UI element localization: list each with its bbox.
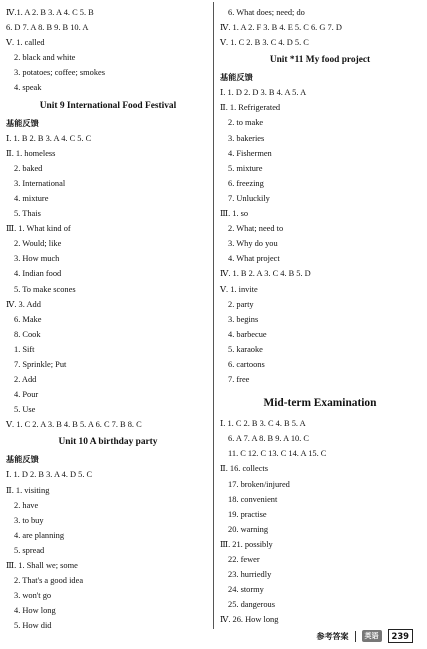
answer-line: Ⅲ. 1. What kind of xyxy=(6,224,71,234)
answer-line: 5. spread xyxy=(14,545,45,555)
answer-line: 5. Thais xyxy=(14,209,41,219)
answer-line: Ⅲ. 21. possibly xyxy=(220,539,273,549)
answer-line: 5. Use xyxy=(14,405,36,415)
answer-line: 5. To make scones xyxy=(14,284,76,294)
answer-line: 6. A 7. A 8. B 9. A 10. C xyxy=(228,434,309,444)
answer-line: 24. stormy xyxy=(228,585,264,595)
page-number: 239 xyxy=(388,629,413,643)
answer-line: 22. fewer xyxy=(228,555,260,564)
answer-line: 6. D 7. A 8. B 9. B 10. A xyxy=(6,23,89,33)
answer-line: 7. Unluckily xyxy=(228,193,270,203)
answer-line: Ⅴ. 1. invite xyxy=(220,284,258,294)
subsection-label: 基能反馈 xyxy=(220,72,253,83)
answer-line: Ⅴ. 1. C 2. A 3. B 4. B 5. A 6. C 7. B 8. C xyxy=(6,420,142,430)
answer-line: Ⅱ. 1. homeless xyxy=(6,148,56,158)
answer-line: Ⅱ. 16. collects xyxy=(220,464,269,474)
answer-line: 3. Why do you xyxy=(228,239,278,249)
answer-line: 7. free xyxy=(228,375,250,385)
answer-line: 4. Fishermen xyxy=(228,148,272,158)
answer-line: 3. won't go xyxy=(14,591,52,601)
answer-line: 3. bakeries xyxy=(228,133,265,143)
column-divider xyxy=(213,2,214,629)
answer-line: 4. mixture xyxy=(14,193,49,203)
answer-line: 3. potatoes; coffee; smokes xyxy=(14,68,106,78)
section-heading: Unit 9 International Food Festival xyxy=(39,100,177,111)
answer-line: Ⅳ. 1. A 2. F 3. B 4. E 5. C 6. G 7. D xyxy=(220,23,342,33)
answer-line: Ⅱ. 1. visiting xyxy=(6,485,50,495)
answer-line: 3. to buy xyxy=(14,515,44,525)
answer-line: Ⅳ. 26. How long xyxy=(220,615,279,625)
section-heading: Mid-term Examination xyxy=(263,397,377,410)
answer-line: Ⅲ. 1. Shall we; some xyxy=(6,561,78,570)
answer-line: 3. begins xyxy=(228,314,259,324)
answer-line: 6. cartoons xyxy=(228,359,265,369)
answer-line: Ⅳ.1. A 2. B 3. A 4. C 5. B xyxy=(6,8,94,17)
answer-line: Ⅰ. 1. D 2. B 3. A 4. D 5. C xyxy=(6,470,93,480)
page-footer xyxy=(317,629,413,643)
answer-line: 25. dangerous xyxy=(228,600,275,610)
answer-line: 2. black and white xyxy=(14,53,76,63)
answer-line: Ⅴ. 1. called xyxy=(6,38,45,48)
answer-line: 5. How did xyxy=(14,621,52,631)
answer-line: 4. Indian food xyxy=(14,269,62,279)
subject-badge: 英语 xyxy=(362,630,382,642)
left-column xyxy=(6,5,210,633)
subsection-label: 基能反馈 xyxy=(6,117,39,128)
answer-line: 17. broken/injured xyxy=(228,479,290,489)
answer-line: 4. Pour xyxy=(14,390,39,400)
footer-label: 参考答案 xyxy=(316,631,349,641)
answer-line: 6. What does; need; do xyxy=(228,8,305,17)
answer-line: 1. Sift xyxy=(14,344,35,354)
answer-line: Ⅴ. 1. C 2. B 3. C 4. D 5. C xyxy=(220,38,309,48)
answer-line: 8. Cook xyxy=(14,329,41,339)
answer-line: 4. barbecue xyxy=(228,329,267,339)
answer-line: 4. speak xyxy=(14,83,42,93)
answer-line: 4. What project xyxy=(228,254,280,264)
answer-line: 2. That's a good idea xyxy=(14,576,84,586)
answer-line: 4. How long xyxy=(14,606,56,616)
section-heading: Unit 10 A birthday party xyxy=(58,437,158,448)
answer-line: Ⅰ. 1. B 2. B 3. A 4. C 5. C xyxy=(6,133,92,143)
answer-line: 3. International xyxy=(14,178,66,188)
section-heading: Unit *11 My food project xyxy=(269,55,371,66)
answer-line: 2. to make xyxy=(228,118,264,128)
answer-line: 6. freezing xyxy=(228,178,264,188)
answer-line: 11. C 12. C 13. C 14. A 15. C xyxy=(228,449,327,459)
answer-line: 19. practise xyxy=(228,509,267,519)
answer-line: 2. baked xyxy=(14,163,43,173)
answer-line: 20. warning xyxy=(228,524,269,534)
answer-line: 2. have xyxy=(14,500,39,510)
answer-line: Ⅳ. 1. B 2. A 3. C 4. B 5. D xyxy=(220,269,311,279)
answer-line: 5. karaoke xyxy=(228,344,263,354)
answer-line: 2. Add xyxy=(14,375,37,385)
answer-line: Ⅲ. 1. so xyxy=(220,209,249,219)
answer-line: 2. What; need to xyxy=(228,224,284,234)
answer-line: Ⅱ. 1. Refrigerated xyxy=(220,103,281,113)
subsection-label: 基能反馈 xyxy=(6,454,39,465)
answer-line: 7. Sprinkle; Put xyxy=(14,359,67,369)
answer-line: 18. convenient xyxy=(228,494,278,504)
answer-line: 5. mixture xyxy=(228,163,263,173)
answer-line: 3. How much xyxy=(14,254,60,264)
footer-separator xyxy=(355,631,356,642)
answer-line: 2. party xyxy=(228,299,254,309)
answer-line: 23. hurriedly xyxy=(228,570,272,580)
right-column xyxy=(220,5,420,627)
answer-line: 4. are planning xyxy=(14,530,65,540)
answer-line: 2. Would; like xyxy=(14,239,62,249)
answer-line: 6. Make xyxy=(14,314,42,324)
answer-line: Ⅰ. 1. D 2. D 3. B 4. A 5. A xyxy=(220,88,307,98)
answer-line: Ⅰ. 1. C 2. B 3. C 4. B 5. A xyxy=(220,419,306,429)
answer-line: Ⅳ. 3. Add xyxy=(6,299,41,309)
